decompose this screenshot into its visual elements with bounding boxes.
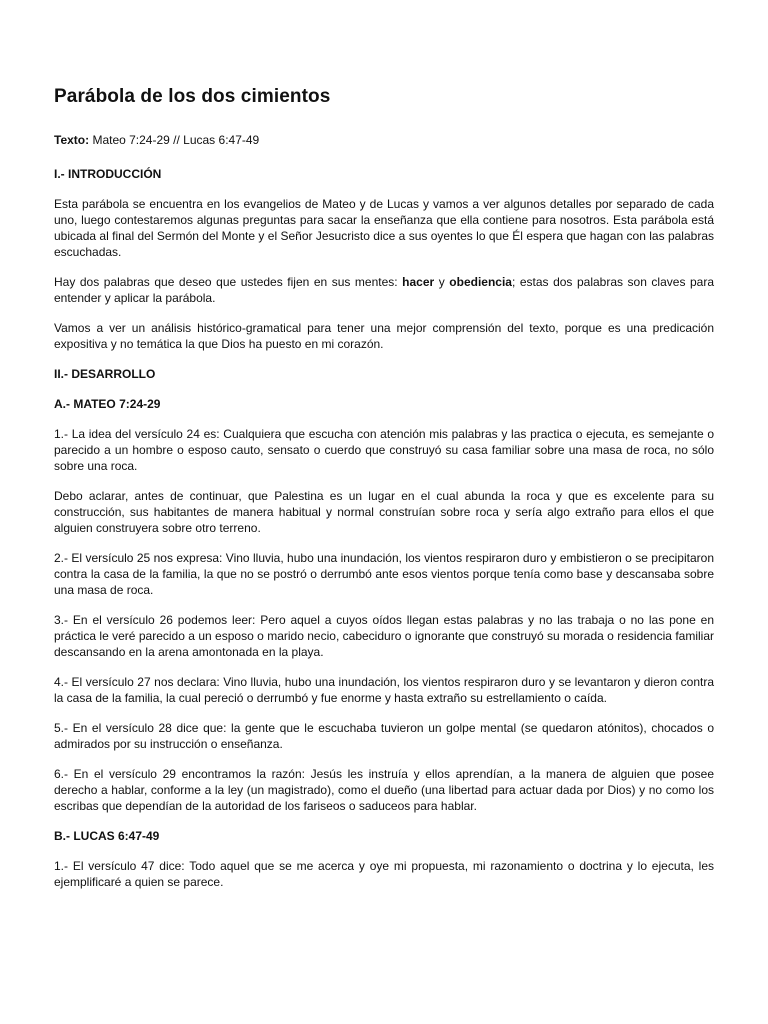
mateo-paragraph-7: 6.- En el versículo 29 encontramos la razón: Jesús les instruía y ellos aprendían, a la manera de alguien que posee derecho a hablar, conforme a la ley (un magistrado), como el dueño (una libertad para actuar dada por Dios) y no como los escribas que dependían de la autoridad de los fariseos o saduceos para hablar. [54,767,714,813]
text-reference-value: Mateo 7:24-29 // Lucas 6:47-49 [89,133,260,147]
lucas-heading: B.- LUCAS 6:47-49 [54,829,160,843]
mateo-paragraph-1: 1.- La idea del versículo 24 es: Cualquiera que escucha con atención mis palabras y las practica o ejecuta, es semejante o parecido a un hombre o esposo cauto, sensato o cuerdo que construyó su casa familiar sobre una masa de roca, no sólo sobre una roca. [54,427,714,473]
intro-paragraph-3: Vamos a ver un análisis histórico-gramatical para tener una mejor comprensión del texto, porque es una predicación expositiva y no temática la que Dios ha puesto en mi corazón. [54,321,714,351]
mateo-paragraph-5: 4.- El versículo 27 nos declara: Vino lluvia, hubo una inundación, los vientos respiraron duro y se levantaron y dieron contra la casa de la familia, la cual pereció o derrumbó y fue enorme y hasta extraño su estrellamiento o caída. [54,675,714,705]
development-heading: II.- DESARROLLO [54,367,156,381]
mateo-paragraph-3: 2.- El versículo 25 nos expresa: Vino lluvia, hubo una inundación, los vientos respiraron duro y embistieron o se precipitaron contra la casa de la familia, la que no se postró o derrumbó ante esos vientos porque tenía como base y descansaba sobre una masa de roca. [54,551,714,597]
keyword-obediencia: obediencia [449,275,512,289]
text-reference-label: Texto: [54,133,90,147]
intro-paragraph-1: Esta parábola se encuentra en los evangelios de Mateo y de Lucas y vamos a ver algunos detalles por separado de cada uno, luego contestaremos algunas preguntas para sacar la enseñanza que ella contiene para nosotros. Esta parábola está ubicada al final del Sermón del Monte y el Señor Jesucristo dice a sus oyentes lo que Él espera que hagan con las palabras escuchadas. [54,197,714,259]
keyword-hacer: hacer [402,275,435,289]
mateo-paragraph-6: 5.- En el versículo 28 dice que: la gente que le escuchaba tuvieron un golpe mental (se quedaron atónitos), chocados o admirados por su instrucción o enseñanza. [54,721,714,751]
document-title: Parábola de los dos cimientos [54,86,331,107]
mateo-paragraph-4: 3.- En el versículo 26 podemos leer: Pero aquel a cuyos oídos llegan estas palabras y no las trabaja o no las pone en práctica le veré parecido a un esposo o marido necio, cabeciduro o ignorante que construyó su morada o residencia familiar descansando en la arena amontonada en la playa. [54,613,714,659]
intro-p2-after: ; estas dos palabras son claves para entender y aplicar la parábola. [54,275,715,305]
document-page [54,86,714,904]
mateo-heading: A.- MATEO 7:24-29 [54,397,161,411]
intro-paragraph-2 [54,274,714,306]
intro-heading: I.- INTRODUCCIÓN [54,167,162,181]
mateo-paragraph-2: Debo aclarar, antes de continuar, que Palestina es un lugar en el cual abunda la roca y que es excelente para su construcción, sus habitantes de manera habitual y normal construían sobre roca y sería algo extraño para ellos el que alguien construyera sobre otro terreno. [54,489,714,535]
text-reference [54,132,714,148]
intro-p2-between: y [434,275,450,289]
lucas-paragraph-1: 1.- El versículo 47 dice: Todo aquel que se me acerca y oye mi propuesta, mi razonamiento o doctrina y lo ejecuta, les ejemplificaré a quien se parece. [54,859,714,889]
intro-p2-before: Hay dos palabras que deseo que ustedes fijen en sus mentes: [54,275,403,289]
